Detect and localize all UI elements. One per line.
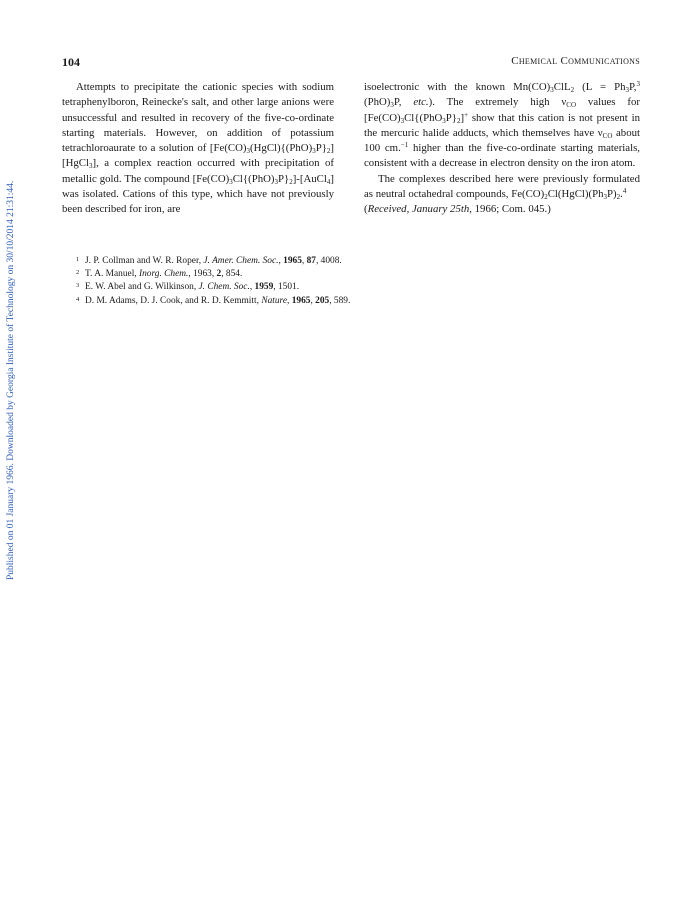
right-column-paragraph-2: The complexes described here were previously formulated as neutral octahedral compounds, $Fe(CO)_2Cl(HgCl)(Ph_3P)_2.^4$: [364, 172, 640, 202]
footnote-3: 3 E. W. Abel and G. Wilkinson, J. Chem. Soc., 1959, 1501.: [76, 282, 300, 293]
received-date: Received, January 25th,: [367, 203, 472, 216]
right-column-paragraph-1: isoelectronic with the known $Mn(CO)_3ClL_2$ ($L = Ph_3P,^3$ $(PhO)_3P$, etc.). The extremely high $\nu_{CO}$ values for [$Fe(CO)_3Cl\{(PhO_3P\}_2]^+$ show that this cation is not present in the mercuric halide adducts, which themselves have $\nu_{CO}$ about 100 cm.$^{-1}$ higher than the five-co-ordinate starting materials, consistent with a decrease in electron density on the iron atom.: [364, 80, 641, 170]
page-header: [62, 55, 640, 69]
left-column-paragraph: Attempts to precipitate the cationic species with sodium tetraphenylboron, Reinecke's salt, and other large anions were unsuccessful and resulted in recovery of the five-co-ordinate starting materials. However, on addition of potassium tetrachloroaurate to a solution of $[Fe(CO)_3(HgCl)\{(PhO)_3P\}_2][HgCl_3]$, a complex reaction occurred with precipitation of metallic gold. The compound $[Fe(CO)_3Cl\{(PhO)_3P\}_2]-[AuCl_4]$ was isolated. Cations of this type, which have not previously been described for iron, are: [62, 81, 334, 216]
page-number: 104: [62, 55, 80, 69]
footnote-4: 4 D. M. Adams, D. J. Cook, and R. D. Kemmitt, Nature, 1965, 205, 589.: [76, 295, 351, 306]
footnote-2: 2 T. A. Manuel, Inorg. Chem., 1963, 2, 854.: [76, 269, 243, 280]
communication-number: 1966; Com. 045.: [474, 203, 548, 216]
provenance-sidebar: Published on 01 January 1966. Downloaded by Georgia Institute of Technology on 30/10/2014 21:31:44.: [6, 180, 16, 580]
footnote-number: 2: [76, 269, 80, 277]
footnote-number: 4: [76, 295, 80, 303]
right-column: [364, 80, 640, 218]
received-line: (Received, January 25th, 1966; Com. 045.): [364, 203, 551, 216]
footnote-number: 3: [76, 282, 80, 290]
footnotes: [76, 254, 640, 307]
footnote-1: 1 J. P. Collman and W. R. Roper, J. Amer. Chem. Soc., 1965, 87, 4008.: [76, 256, 342, 266]
footnote-number: 1: [76, 256, 80, 263]
left-column: [62, 80, 334, 218]
journal-name: Chemical Communications: [511, 55, 640, 67]
